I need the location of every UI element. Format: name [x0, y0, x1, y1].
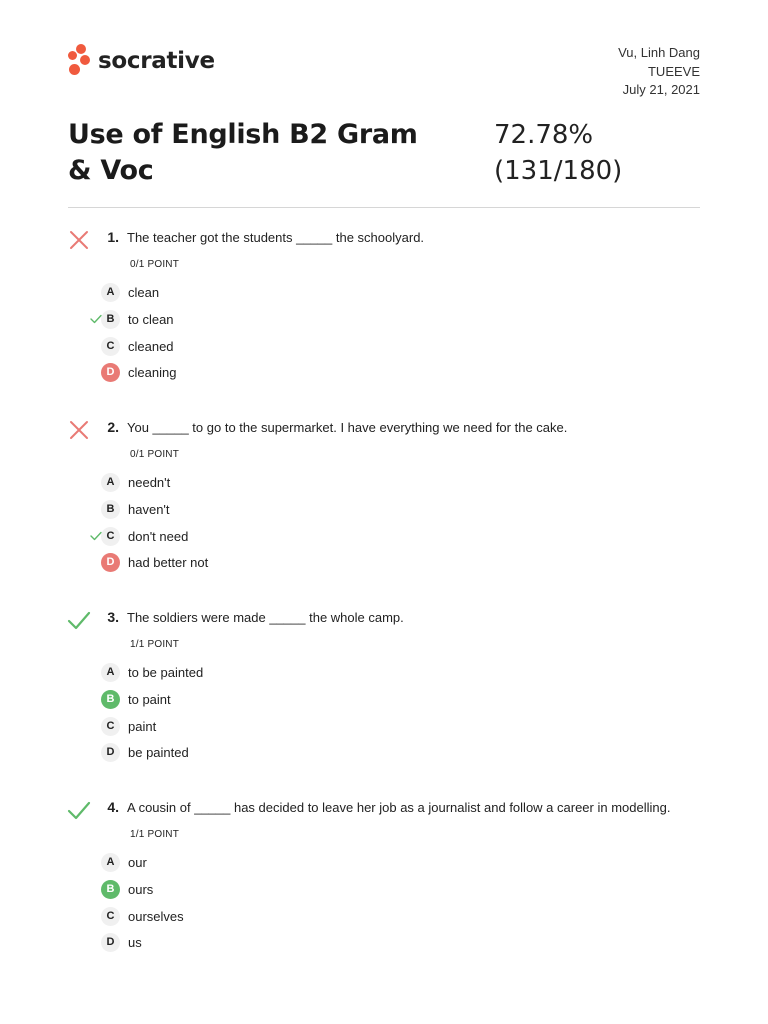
student-name: Vu, Linh Dang	[618, 45, 700, 60]
option-letter-badge: D	[101, 933, 120, 952]
option-text: be painted	[128, 745, 189, 760]
option-text: ourselves	[128, 909, 184, 924]
question-points: 0/1 POINT	[130, 259, 180, 270]
answer-option	[0, 716, 700, 738]
question-number: 4.	[107, 799, 119, 815]
option-text: paint	[128, 719, 157, 734]
answer-option	[0, 526, 700, 548]
question-number: 2.	[107, 419, 119, 435]
correct-check-icon	[67, 608, 91, 632]
option-letter-badge: B	[101, 690, 120, 709]
class-name: TUEEVE	[647, 63, 700, 79]
answer-option	[0, 282, 700, 304]
option-letter-badge: B	[101, 500, 120, 519]
option-text: us	[128, 935, 142, 950]
option-text: don't need	[128, 529, 189, 544]
question-1	[0, 226, 768, 416]
score-fraction: (131/180)	[494, 156, 623, 186]
question-4	[0, 796, 768, 986]
option-letter-badge: A	[101, 663, 120, 682]
question-text: You _____ to go to the supermarket. I have everything we need for the cake.	[127, 420, 568, 435]
answer-option	[0, 362, 700, 384]
answer-option	[0, 336, 700, 358]
option-letter-badge: A	[101, 473, 120, 492]
answer-option	[0, 852, 700, 874]
answer-option	[0, 689, 700, 711]
answer-option	[0, 472, 700, 494]
quiz-title: Use of English B2 Gram & Voc	[68, 119, 418, 186]
question-text: A cousin of _____ has decided to leave her job as a journalist and follow a career in modelling.	[127, 800, 671, 815]
option-letter-badge: C	[101, 337, 120, 356]
answer-option	[0, 499, 700, 521]
option-letter-badge: C	[101, 907, 120, 926]
question-3	[0, 606, 768, 796]
option-letter-badge: A	[101, 283, 120, 302]
report-header	[68, 44, 700, 104]
option-text: clean	[128, 285, 160, 300]
score-percent: 72.78%	[494, 120, 594, 150]
socrative-logo-icon	[68, 44, 92, 78]
option-letter-badge: C	[101, 717, 120, 736]
question-points: 1/1 POINT	[130, 639, 180, 650]
divider	[68, 207, 700, 208]
option-letter-badge: C	[101, 527, 120, 546]
option-text: needn't	[128, 475, 171, 490]
score	[494, 117, 622, 189]
brand-name: socrative	[98, 48, 215, 74]
title-row	[68, 117, 700, 189]
option-text: our	[128, 855, 147, 870]
option-letter-badge: B	[101, 310, 120, 329]
option-text: haven't	[128, 502, 170, 517]
incorrect-x-icon	[67, 418, 91, 442]
incorrect-x-icon	[67, 228, 91, 252]
correct-check-icon	[67, 798, 91, 822]
option-text: cleaned	[128, 339, 174, 354]
answer-option	[0, 309, 700, 331]
option-letter-badge: B	[101, 880, 120, 899]
question-points: 1/1 POINT	[130, 829, 180, 840]
option-letter-badge: D	[101, 743, 120, 762]
option-text: to be painted	[128, 665, 204, 680]
question-2	[0, 416, 768, 606]
option-letter-badge: D	[101, 553, 120, 572]
question-number: 1.	[107, 229, 119, 245]
option-text: to paint	[128, 692, 171, 707]
student-info	[618, 44, 700, 100]
question-text: The teacher got the students _____ the schoolyard.	[127, 230, 425, 245]
option-letter-badge: A	[101, 853, 120, 872]
question-text: The soldiers were made _____ the whole camp.	[127, 610, 404, 625]
option-letter-badge: D	[101, 363, 120, 382]
question-number: 3.	[107, 609, 119, 625]
answer-option	[0, 906, 700, 928]
answer-option	[0, 742, 700, 764]
question-list	[0, 226, 768, 986]
option-text: ours	[128, 882, 154, 897]
option-text: cleaning	[128, 365, 177, 380]
option-text: to clean	[128, 312, 174, 327]
answer-option	[0, 879, 700, 901]
socrative-logo	[68, 44, 215, 78]
report-date: July 21, 2021	[622, 82, 700, 97]
answer-option	[0, 552, 700, 574]
answer-option	[0, 662, 700, 684]
question-points: 0/1 POINT	[130, 449, 180, 460]
answer-option	[0, 932, 700, 954]
option-text: had better not	[128, 555, 209, 570]
